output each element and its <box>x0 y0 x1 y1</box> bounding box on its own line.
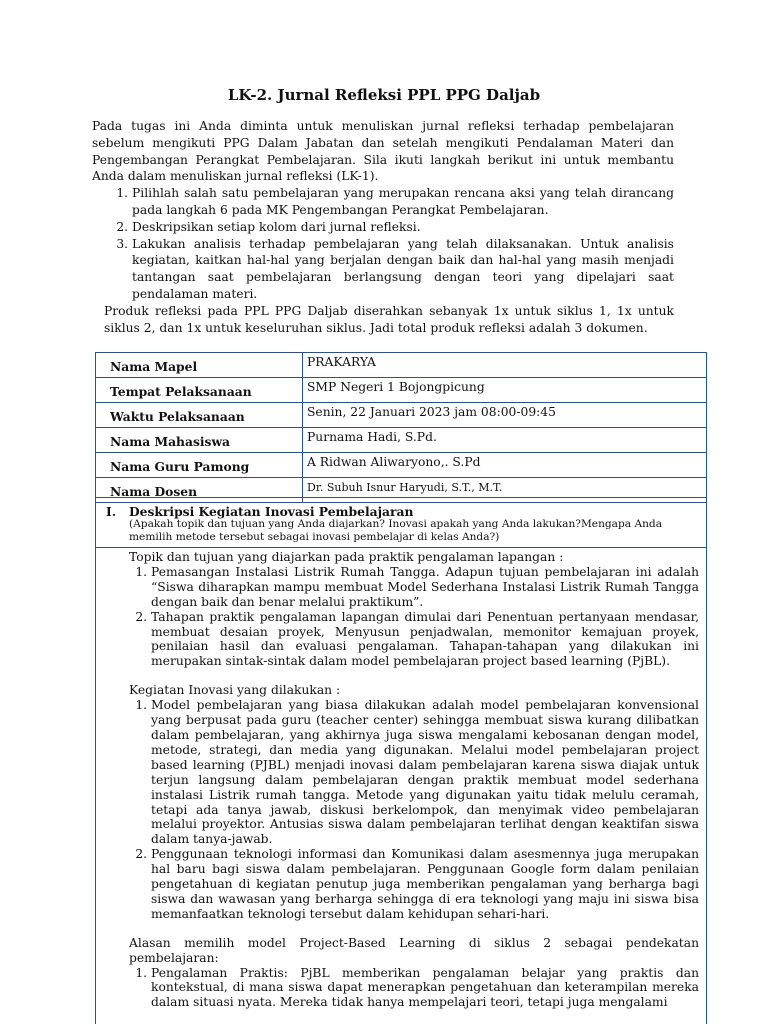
spacer <box>129 669 699 683</box>
intro-step: 3. Lakukan analisis terhadap pembelajaran yang telah dilaksanakan. Untuk analisis kegiatan, kaitkan hal-hal yang berjalan dengan baik dan hal-hal yang masih menjadi tantangan saat pembelajaran berlangsung dengan teori yang dipelajari saat pendalaman materi. <box>132 236 674 303</box>
alasan-heading: Alasan memilih model Project-Based Learning di siklus 2 sebagai pendekatan pembelajaran: <box>129 935 699 965</box>
section-deskripsi <box>95 497 707 1024</box>
table-row <box>96 378 707 403</box>
list-item: 2. Tahapan praktik pengalaman lapangan dimulai dari Penentuan pertanyaan mendasar, membuat desaian proyek, Menyusun penjadwalan, memonitor kemajuan proyek, penilaian hasil dan evaluasi pengalaman. Tahapan-tahapan yang dilakukan ini merupakan sintak-sintak dalam model pembelajaran project based learning (PjBL). <box>151 610 699 670</box>
info-label: Waktu Pelaksanaan <box>96 403 303 428</box>
info-table <box>95 352 707 503</box>
spacer <box>129 922 699 936</box>
section-question: (Apakah topik dan tujuan yang Anda diajarkan? Inovasi apakah yang Anda lakukan?Mengapa Anda memilih metode tersebut sebagai inovasi pembelajar di kelas Anda?) <box>129 518 663 543</box>
intro-product-note: Produk refleksi pada PPL PPG Daljab diserahkan sebanyak 1x untuk siklus 1, 1x untuk siklus 2, dan 1x untuk keseluruhan siklus. Jadi total produk refleksi adalah 3 dokumen. <box>104 303 674 335</box>
topik-heading: Topik dan tujuan yang diajarkan pada praktik pengalaman lapangan : <box>129 550 564 564</box>
info-value: SMP Negeri 1 Bojongpicung <box>303 378 707 403</box>
intro-step: 1. Pilihlah salah satu pembelajaran yang merupakan rencana aksi yang telah dirancang pada langkah 6 pada MK Pengembangan Perangkat Pembelajaran. <box>132 185 674 219</box>
list-item: 2. Penggunaan teknologi informasi dan Komunikasi dalam asesmennya juga merupakan hal baru bagi siswa dalam pembelajaran. Penggunaan Google form dalam penilaian pengetahuan di kegiatan penutup juga memberikan pengalaman yang berharga bagi siswa dan wawasan yang berharga sehingga di era teknologi yang maju ini siswa bisa memanfaatkan teknologi tersebut dalam kehidupan sehari-hari. <box>151 847 699 922</box>
table-row <box>96 353 707 378</box>
intro-section <box>92 118 674 336</box>
alasan-list <box>129 966 699 1011</box>
info-label: Tempat Pelaksanaan <box>96 378 303 403</box>
section-body <box>129 550 699 1010</box>
info-label: Nama Mapel <box>96 353 303 378</box>
table-row <box>96 403 707 428</box>
info-value: PRAKARYA <box>303 353 707 378</box>
table-row <box>96 428 707 453</box>
list-item: 1. Pengalaman Praktis: PjBL memberikan pengalaman belajar yang praktis dan kontekstual, di mana siswa dapat menerapkan pengetahuan dan keterampilan mereka dalam situasi nyata. Mereka tidak hanya mempelajari teori, tetapi juga mengalami <box>151 966 699 1011</box>
table-row <box>96 453 707 478</box>
inovasi-list <box>129 698 699 922</box>
section-title: Deskripsi Kegiatan Inovasi Pembelajaran <box>129 504 414 519</box>
document-title: LK-2. Jurnal Refleksi PPL PPG Daljab <box>227 86 541 104</box>
info-label: Nama Mahasiswa <box>96 428 303 453</box>
info-value: Dr. Subuh Isnur Haryudi, S.T., M.T. <box>303 478 707 503</box>
info-value: A Ridwan Aliwaryono,. S.Pd <box>303 453 707 478</box>
list-item: 1. Pemasangan Instalasi Listrik Rumah Tangga. Adapun tujuan pembelajaran ini adalah “Siswa diharapkan mampu membuat Model Sederhana Instalasi Listrik Rumah Tangga dengan baik dan benar melalui praktikum”. <box>151 565 699 610</box>
section-number: I. <box>106 504 117 519</box>
info-label: Nama Dosen <box>96 478 303 503</box>
section-header <box>96 498 706 548</box>
intro-step: 2. Deskripsikan setiap kolom dari jurnal refleksi. <box>132 219 674 236</box>
info-value: Purnama Hadi, S.Pd. <box>303 428 707 453</box>
intro-paragraph: Pada tugas ini Anda diminta untuk menuliskan jurnal refleksi terhadap pembelajaran sebelum mengikuti PPG Dalam Jabatan dan setelah mengikuti Pendalaman Materi dan Pengembangan Perangkat Pembelajaran. Sila ikuti langkah berikut ini untuk membantu Anda dalam menuliskan jurnal refleksi (LK-1). <box>92 119 674 184</box>
info-label: Nama Guru Pamong <box>96 453 303 478</box>
inovasi-heading: Kegiatan Inovasi yang dilakukan : <box>129 683 341 698</box>
intro-steps-list <box>92 185 674 303</box>
info-value: Senin, 22 Januari 2023 jam 08:00-09:45 <box>303 403 707 428</box>
topik-list <box>129 565 699 669</box>
list-item: 1. Model pembelajaran yang biasa dilakukan adalah model pembelajaran konvensional yang berpusat pada guru (teacher center) sehingga membuat siswa kurang dilibatkan dalam pembelajaran, yang akhirnya juga siswa mengalami kebosanan dengan model, metode, strategi, dan media yang digunakan. Melalui model pembelajaran project based learning (PJBL) menjadi inovasi dalam pembelajaran karena siswa diajak untuk terjun langsung dalam pembelajaran dengan praktik membuat model sederhana instalasi Listrik rumah tangga. Metode yang digunakan yaitu tidak melulu ceramah, tetapi ada tanya jawab, diskusi berkelompok, dan menyimak video pembelajaran melalui proyektor. Antusias siswa dalam pembelajaran terlihat dengan keaktifan siswa dalam tanya-jawab. <box>151 698 699 847</box>
